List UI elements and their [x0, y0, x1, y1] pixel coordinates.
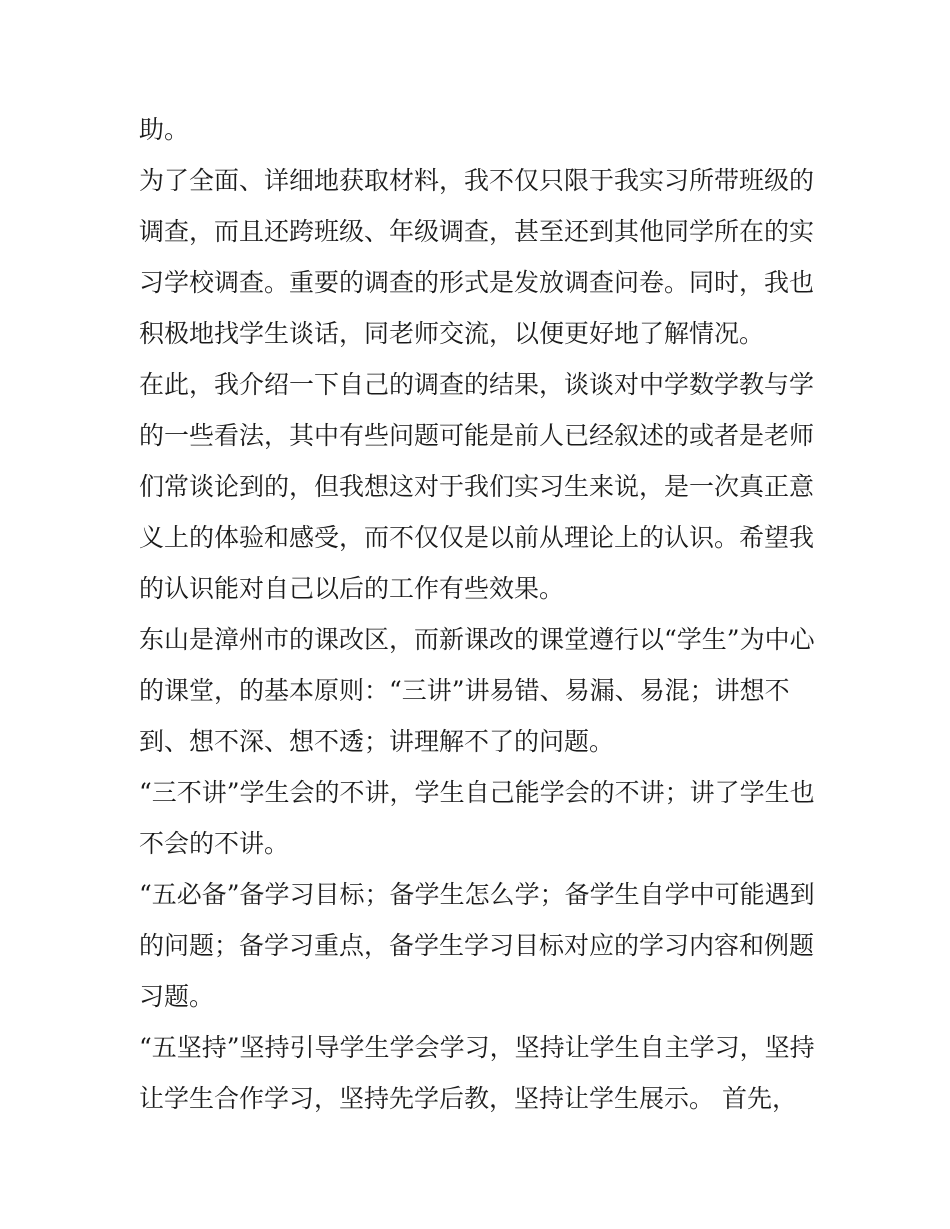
- text-line: 的课堂，的基本原则：“三讲”讲易错、易漏、易混；讲想不: [139, 676, 790, 705]
- text-line: 的一些看法，其中有些问题可能是前人已经叙述的或者是老师: [139, 421, 815, 450]
- text-line: 调查，而且还跨班级、年级调查，甚至还到其他同学所在的实: [139, 217, 815, 246]
- text-line: 习题。: [139, 982, 215, 1011]
- text-line: 东山是漳州市的课改区，而新课改的课堂遵行以“学生”为中心: [139, 625, 815, 654]
- text-line: “三不讲”学生会的不讲，学生自己能学会的不讲；讲了学生也: [139, 778, 815, 807]
- text-line: “五必备”备学习目标；备学生怎么学；备学生自学中可能遇到: [139, 880, 815, 909]
- text-line: 为了全面、详细地获取材料，我不仅只限于我实习所带班级的: [139, 166, 815, 195]
- body-text: [139, 104, 819, 1124]
- text-line: 的认识能对自己以后的工作有些效果。: [139, 574, 565, 603]
- text-line: 习学校调查。重要的调查的形式是发放调查问卷。同时，我也: [139, 268, 815, 297]
- text-line: 到、想不深、想不透；讲理解不了的问题。: [139, 727, 615, 756]
- text-line: 的问题；备学习重点，备学生学习目标对应的学习内容和例题: [139, 931, 815, 960]
- text-line: 让学生合作学习，坚持先学后教，坚持让学生展示。 首先，: [139, 1084, 797, 1113]
- text-line: 们常谈论到的，但我想这对于我们实习生来说，是一次真正意: [139, 472, 815, 501]
- text-line: 助。: [139, 115, 190, 144]
- text-line: 义上的体验和感受，而不仅仅是以前从理论上的认识。希望我: [139, 523, 815, 552]
- text-line: “五坚持”坚持引导学生学会学习，坚持让学生自主学习，坚持: [139, 1033, 815, 1062]
- text-line: 不会的不讲。: [139, 829, 290, 858]
- text-line: 在此，我介绍一下自己的调查的结果，谈谈对中学数学教与学: [139, 370, 815, 399]
- text-line: 积极地找学生谈话，同老师交流，以便更好地了解情况。: [139, 319, 765, 348]
